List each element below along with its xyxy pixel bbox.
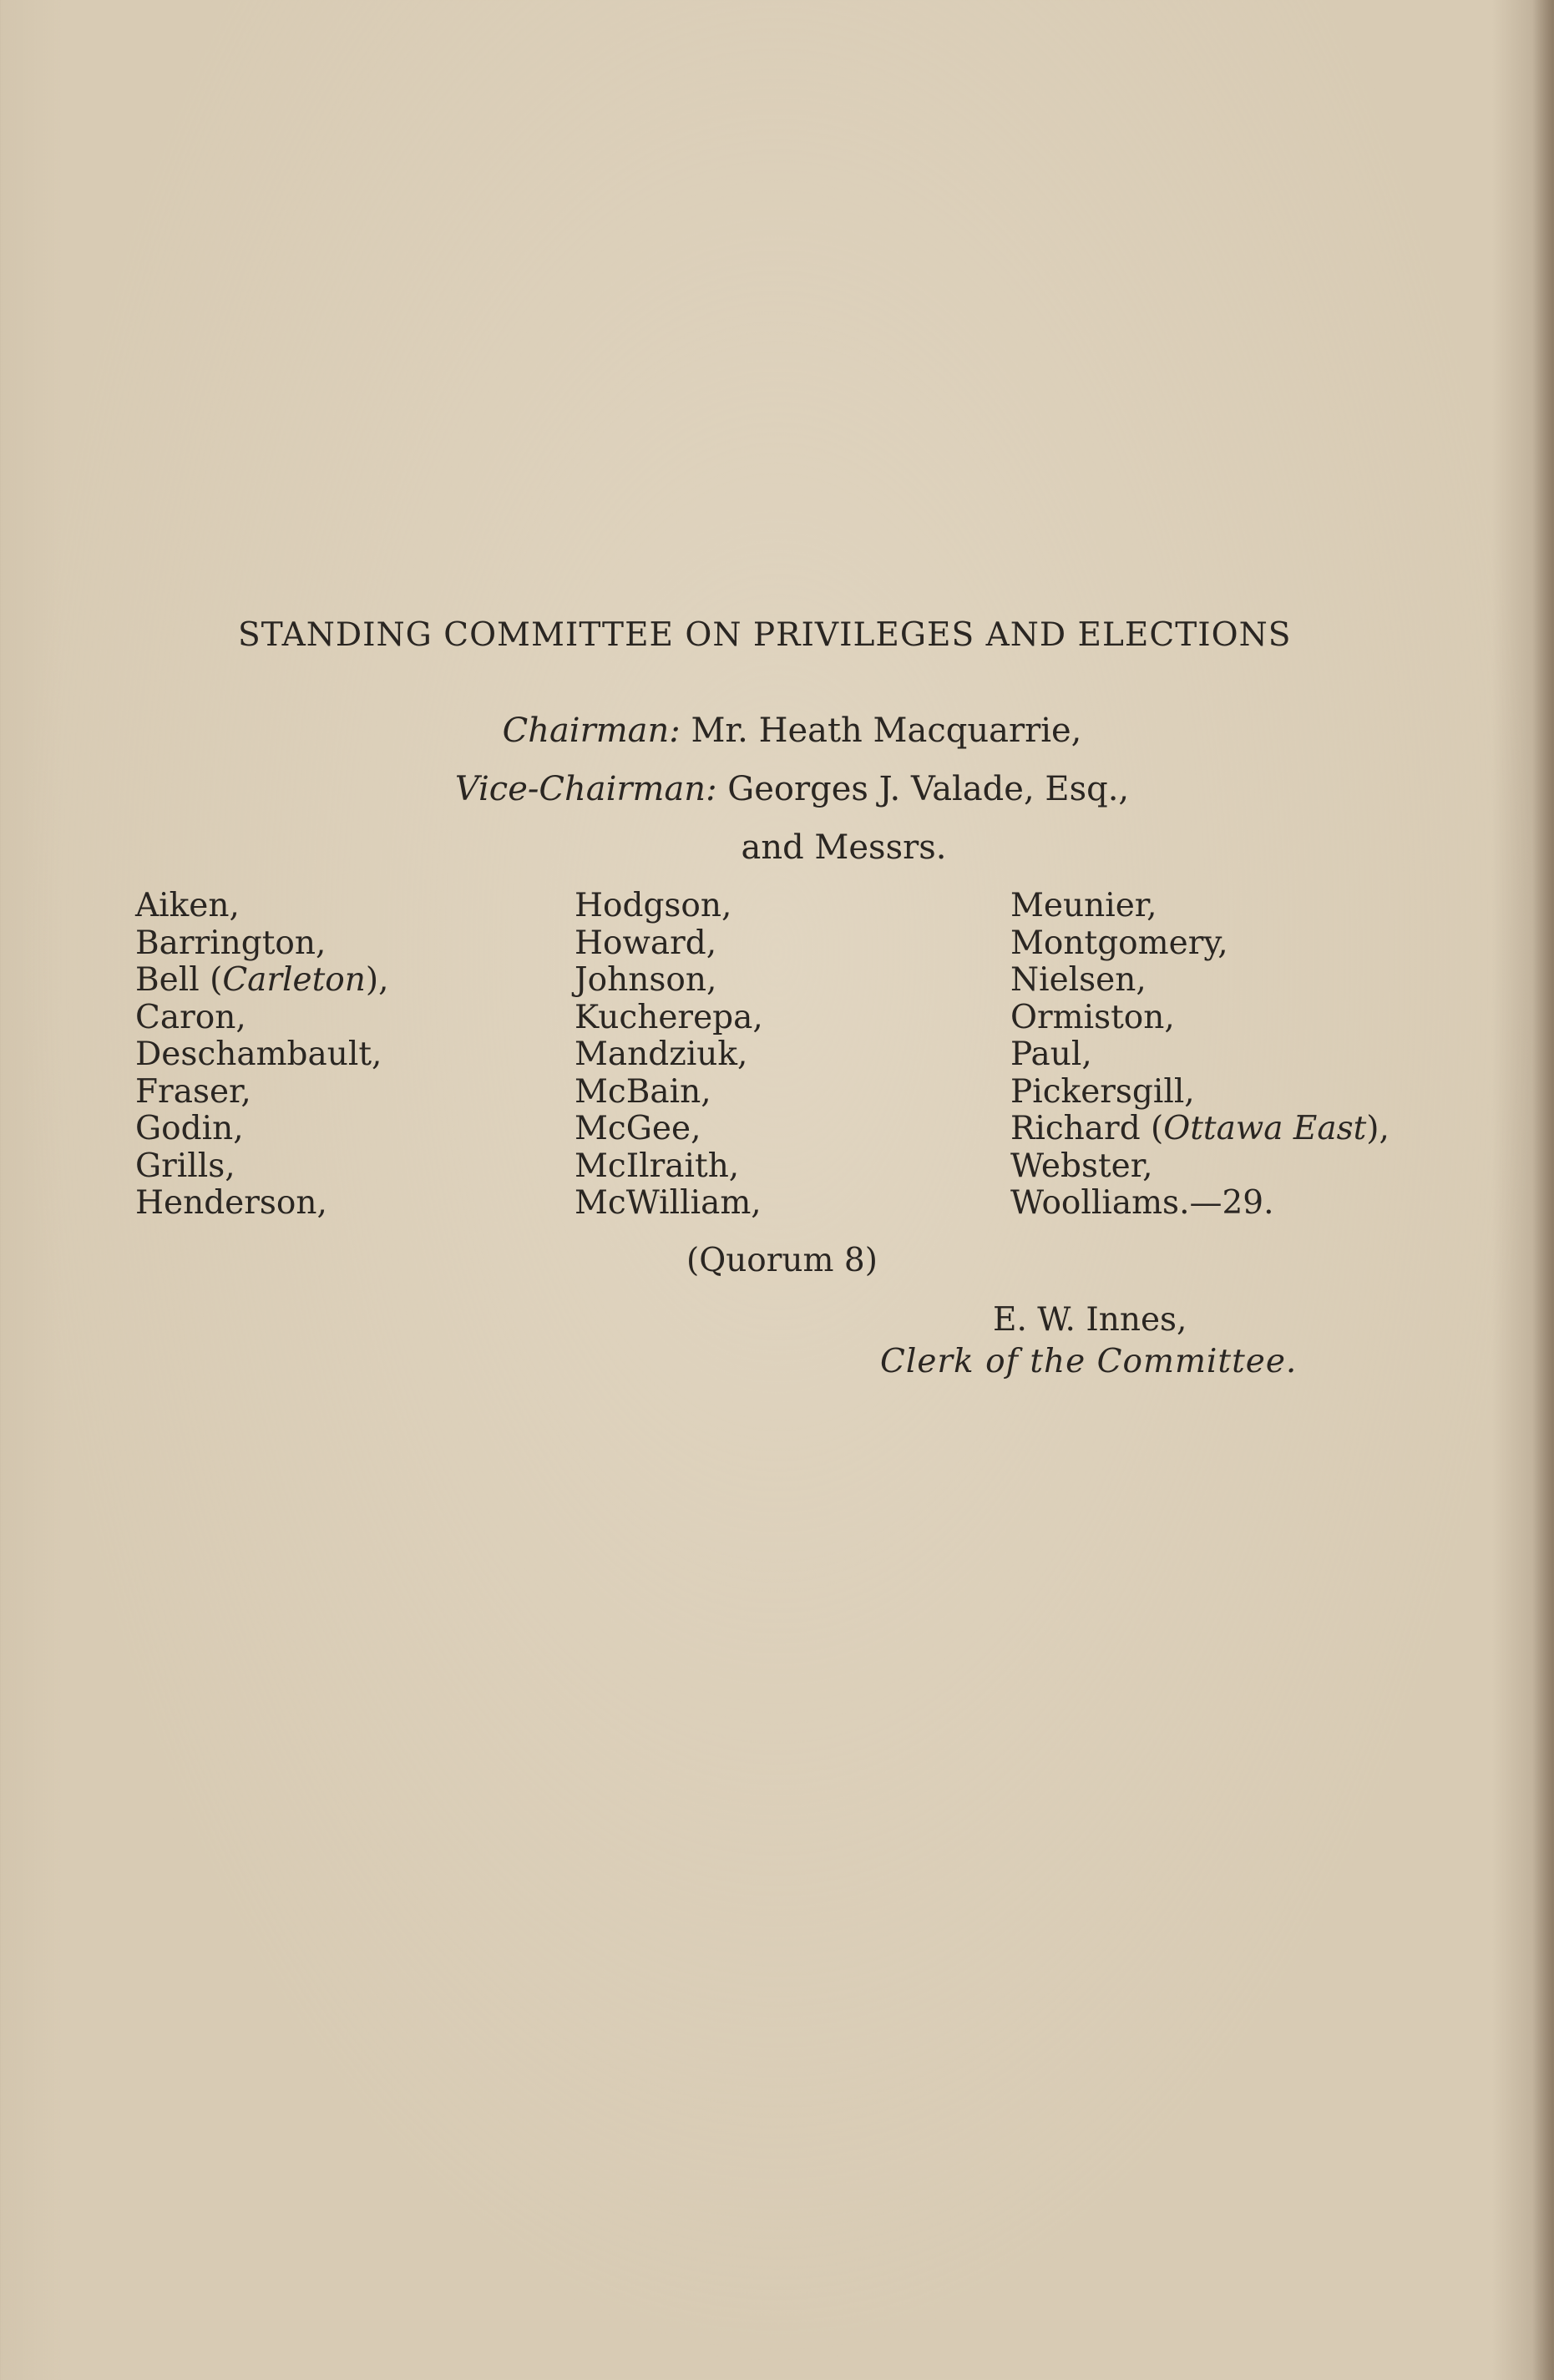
member-name: Aiken, bbox=[135, 887, 240, 924]
members-list-1 bbox=[135, 888, 389, 1223]
member-name: Bell (Carleton), bbox=[135, 961, 389, 999]
member-constituency: Carleton bbox=[222, 961, 366, 999]
member-name: McGee, bbox=[575, 1110, 701, 1147]
member-name: McIlraith, bbox=[575, 1147, 740, 1185]
page-edge-shadow bbox=[1532, 0, 1554, 2380]
vice-chairman-role: Vice-Chairman: bbox=[454, 770, 717, 808]
chairman-name: Mr. Heath Macquarrie, bbox=[691, 711, 1082, 750]
members-column-3 bbox=[1010, 888, 1389, 1223]
members-column-1 bbox=[135, 888, 389, 1223]
member-name: Montgomery, bbox=[1010, 924, 1228, 962]
members-list-2 bbox=[575, 888, 763, 1223]
quorum-note: (Quorum 8) bbox=[686, 1242, 878, 1279]
member-name: Henderson, bbox=[135, 1184, 327, 1222]
member-name: Barrington, bbox=[135, 924, 326, 962]
members-column-2 bbox=[575, 888, 763, 1223]
member-name: Webster, bbox=[1010, 1147, 1153, 1185]
clerk-title: Clerk of the Committee. bbox=[880, 1343, 1298, 1380]
member-name: Johnson, bbox=[575, 961, 717, 999]
member-name: Howard, bbox=[575, 924, 717, 962]
member-name: Paul, bbox=[1010, 1036, 1092, 1073]
member-name: Meunier, bbox=[1010, 887, 1157, 924]
member-name: Pickersgill, bbox=[1010, 1072, 1195, 1111]
chairman-line bbox=[15, 711, 1554, 750]
member-name: Caron, bbox=[135, 998, 246, 1036]
clerk-name: E. W. Innes, bbox=[993, 1301, 1187, 1339]
member-name: Mandziuk, bbox=[575, 1036, 748, 1073]
member-constituency: Ottawa East bbox=[1163, 1110, 1367, 1147]
members-list-3 bbox=[1010, 888, 1389, 1223]
committee-heading: STANDING COMMITTEE ON PRIVILEGES AND ELECTIONS bbox=[238, 616, 1292, 654]
member-name: Nielsen, bbox=[1010, 961, 1147, 999]
chairman-role: Chairman: bbox=[502, 711, 681, 750]
member-name: McWilliam, bbox=[575, 1184, 762, 1222]
member-name: Ormiston, bbox=[1010, 998, 1175, 1036]
member-name: Woolliams.—29. bbox=[1010, 1184, 1274, 1222]
member-name: Godin, bbox=[135, 1110, 244, 1147]
member-name: Deschambault, bbox=[135, 1036, 382, 1073]
member-name: Grills, bbox=[135, 1147, 235, 1185]
messrs-line: and Messrs. bbox=[741, 828, 947, 867]
member-name: Fraser, bbox=[135, 1072, 251, 1111]
member-name: Richard (Ottawa East), bbox=[1010, 1110, 1389, 1147]
vice-chairman-name: Georges J. Valade, Esq., bbox=[727, 770, 1130, 808]
member-name: Kucherepa, bbox=[575, 998, 763, 1036]
member-name: McBain, bbox=[575, 1072, 711, 1111]
vice-chairman-line bbox=[15, 770, 1554, 808]
member-name: Hodgson, bbox=[575, 887, 732, 924]
